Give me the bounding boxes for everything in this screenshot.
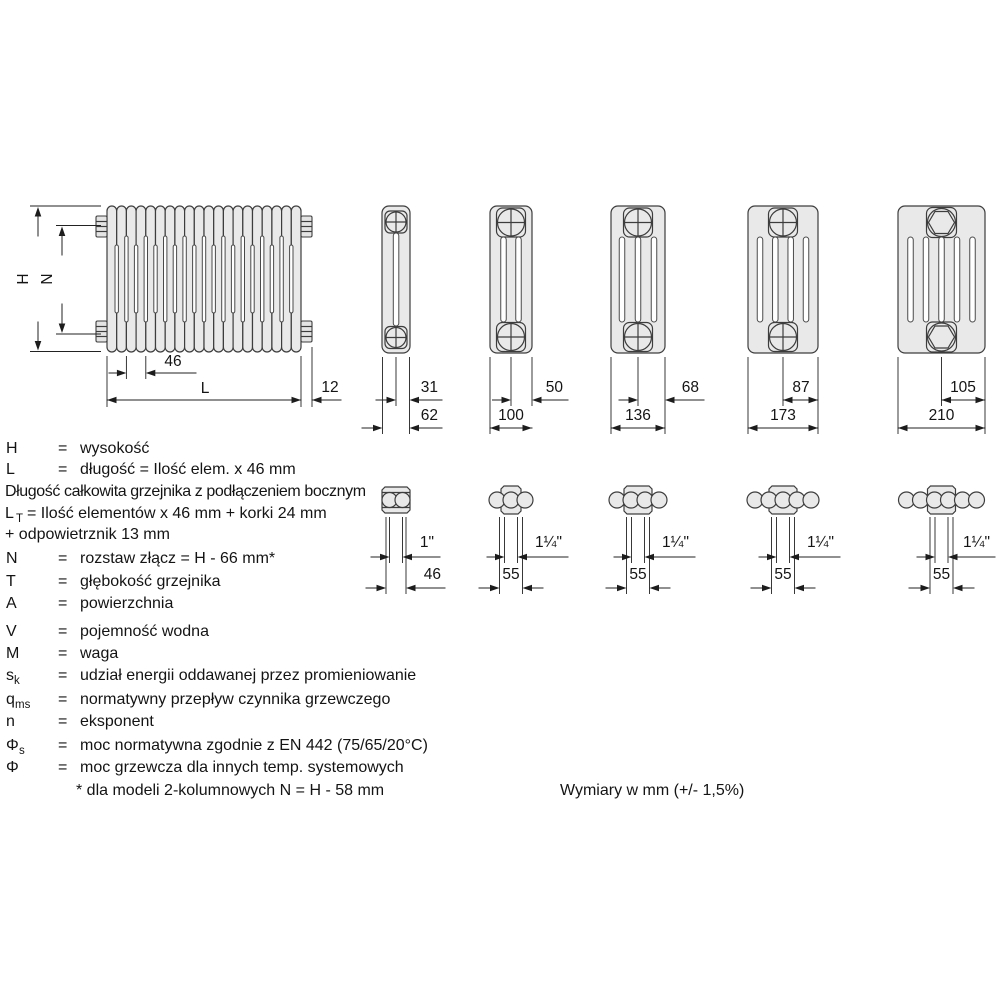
svg-text:głębokość grzejnika: głębokość grzejnika xyxy=(80,573,221,590)
svg-text:Φ: Φ xyxy=(6,737,19,754)
connection-top-view-4-column xyxy=(606,486,695,594)
svg-text:V: V xyxy=(6,623,17,640)
dim-label-46: 46 xyxy=(164,353,182,370)
legend-row xyxy=(6,461,296,478)
cross-section-6-column xyxy=(898,206,985,434)
legend-row xyxy=(5,505,327,525)
footnote-units: Wymiary w mm (+/- 1,5%) xyxy=(560,782,745,799)
svg-text:Długość całkowita grzejnika z: Długość całkowita grzejnika z podłączeniem bocznym xyxy=(5,483,366,500)
dim-label-55: 55 xyxy=(932,566,951,583)
svg-text:ms: ms xyxy=(15,699,31,711)
svg-text:wysokość: wysokość xyxy=(80,440,150,457)
legend-row xyxy=(76,782,384,799)
svg-text:moc grzewcza dla innych temp.: moc grzewcza dla innych temp. systemowych xyxy=(80,759,404,776)
svg-text:s: s xyxy=(6,667,14,684)
legend-row xyxy=(5,483,366,500)
svg-text:+ odpowietrznik 13 mm: + odpowietrznik 13 mm xyxy=(5,526,170,543)
legend-row xyxy=(5,526,170,543)
legend-row xyxy=(6,595,173,612)
legend-row xyxy=(6,550,275,567)
svg-text:moc normatywna zgodnie z EN 44: moc normatywna zgodnie z EN 442 (75/65/20°C) xyxy=(80,737,428,754)
dim-label-136: 136 xyxy=(625,407,651,424)
svg-text:T: T xyxy=(6,573,16,590)
cross-section-4-column xyxy=(611,206,704,434)
svg-text:normatywny przepływ czynnika g: normatywny przepływ czynnika grzewczego xyxy=(80,691,391,708)
svg-text:* dla modeli 2-kolumnowych N =: * dla modeli 2-kolumnowych N = H - 58 mm xyxy=(76,782,385,799)
svg-text:=: = xyxy=(58,759,68,776)
dim-label-thread: 1¼" xyxy=(806,534,834,551)
svg-text:A: A xyxy=(6,595,17,612)
svg-text:pojemność wodna: pojemność wodna xyxy=(80,623,209,640)
svg-text:n: n xyxy=(6,713,15,730)
svg-text:długość = Ilość elem. x 46 mm: długość = Ilość elem. x 46 mm xyxy=(80,461,296,478)
dim-label-87: 87 xyxy=(792,379,810,396)
svg-text:=: = xyxy=(58,573,68,590)
dim-label-thread: 1¼" xyxy=(962,534,990,551)
legend-row xyxy=(6,691,390,711)
dim-label-173: 173 xyxy=(770,407,796,424)
svg-text:N: N xyxy=(6,550,18,567)
svg-text:L: L xyxy=(5,505,14,522)
connection-top-view-2-column xyxy=(366,487,445,594)
legend-row xyxy=(6,759,404,776)
svg-text:=: = xyxy=(58,461,68,478)
legend-row xyxy=(6,573,221,590)
svg-text:rozstaw złącz = H - 66 mm*: rozstaw złącz = H - 66 mm* xyxy=(80,550,276,567)
connection-boss-icon xyxy=(96,321,107,342)
svg-text:udział energii oddawanej przez: udział energii oddawanej przez promieniowanie xyxy=(80,667,417,684)
svg-text:=: = xyxy=(58,440,68,457)
svg-text:waga: waga xyxy=(80,645,119,662)
svg-text:M: M xyxy=(6,645,20,662)
svg-text:eksponent: eksponent xyxy=(80,713,154,730)
dim-label-L: L xyxy=(200,380,210,397)
connection-top-view-3-column xyxy=(479,486,568,594)
connection-top-view-5-column xyxy=(747,486,840,594)
cross-section-5-column xyxy=(748,206,818,434)
connection-boss-icon xyxy=(301,321,312,342)
radiator-front-view xyxy=(96,206,312,352)
dim-label-12: 12 xyxy=(321,379,339,396)
svg-text:=: = xyxy=(58,691,68,708)
svg-text:= Ilość elementów x 46 mm + ko: = Ilość elementów x 46 mm + korki 24 mm xyxy=(27,505,327,522)
legend-row xyxy=(6,623,209,640)
svg-text:=: = xyxy=(58,737,68,754)
dim-label-105: 105 xyxy=(950,379,976,396)
svg-text:=: = xyxy=(58,645,68,662)
svg-text:Φ: Φ xyxy=(6,759,19,776)
dim-label-55: 55 xyxy=(774,566,792,583)
connection-boss-icon xyxy=(96,216,107,237)
dim-label-N: N xyxy=(39,273,56,285)
svg-text:L: L xyxy=(6,461,15,478)
legend-row xyxy=(6,737,428,757)
dim-label-thread-1in: 1" xyxy=(419,534,434,551)
dim-label-H: H xyxy=(15,273,32,285)
dim-label-68: 68 xyxy=(681,379,699,396)
legend-row xyxy=(6,667,416,687)
svg-text:=: = xyxy=(58,713,68,730)
cross-section-3-column xyxy=(490,206,568,434)
dim-label-210: 210 xyxy=(928,407,955,424)
legend xyxy=(5,440,428,799)
svg-text:=: = xyxy=(58,550,68,567)
dim-label-62: 62 xyxy=(420,407,438,424)
svg-text:k: k xyxy=(14,675,20,687)
svg-text:H: H xyxy=(6,440,18,457)
dim-label-100: 100 xyxy=(498,407,524,424)
connection-top-view-6-column xyxy=(899,486,996,594)
svg-text:T: T xyxy=(16,513,24,525)
cross-section-2-column xyxy=(362,206,442,434)
dim-label-50: 50 xyxy=(545,379,563,396)
svg-text:=: = xyxy=(58,595,68,612)
svg-text:=: = xyxy=(58,623,68,640)
dim-label-thread: 1¼" xyxy=(661,534,689,551)
svg-text:q: q xyxy=(6,691,15,708)
connection-boss-icon xyxy=(301,216,312,237)
dim-label-31: 31 xyxy=(420,379,438,396)
dim-label-55: 55 xyxy=(502,566,520,583)
legend-row xyxy=(6,440,149,457)
dim-label-46b: 46 xyxy=(423,566,441,583)
legend-row xyxy=(6,645,118,662)
legend-row xyxy=(6,713,154,730)
dimension-length xyxy=(107,347,341,407)
svg-text:powierzchnia: powierzchnia xyxy=(80,595,174,612)
dim-label-thread: 1¼" xyxy=(534,534,562,551)
svg-text:=: = xyxy=(58,667,68,684)
svg-text:s: s xyxy=(19,745,25,757)
dimension-height-H-N xyxy=(15,206,101,352)
dim-label-55: 55 xyxy=(629,566,647,583)
